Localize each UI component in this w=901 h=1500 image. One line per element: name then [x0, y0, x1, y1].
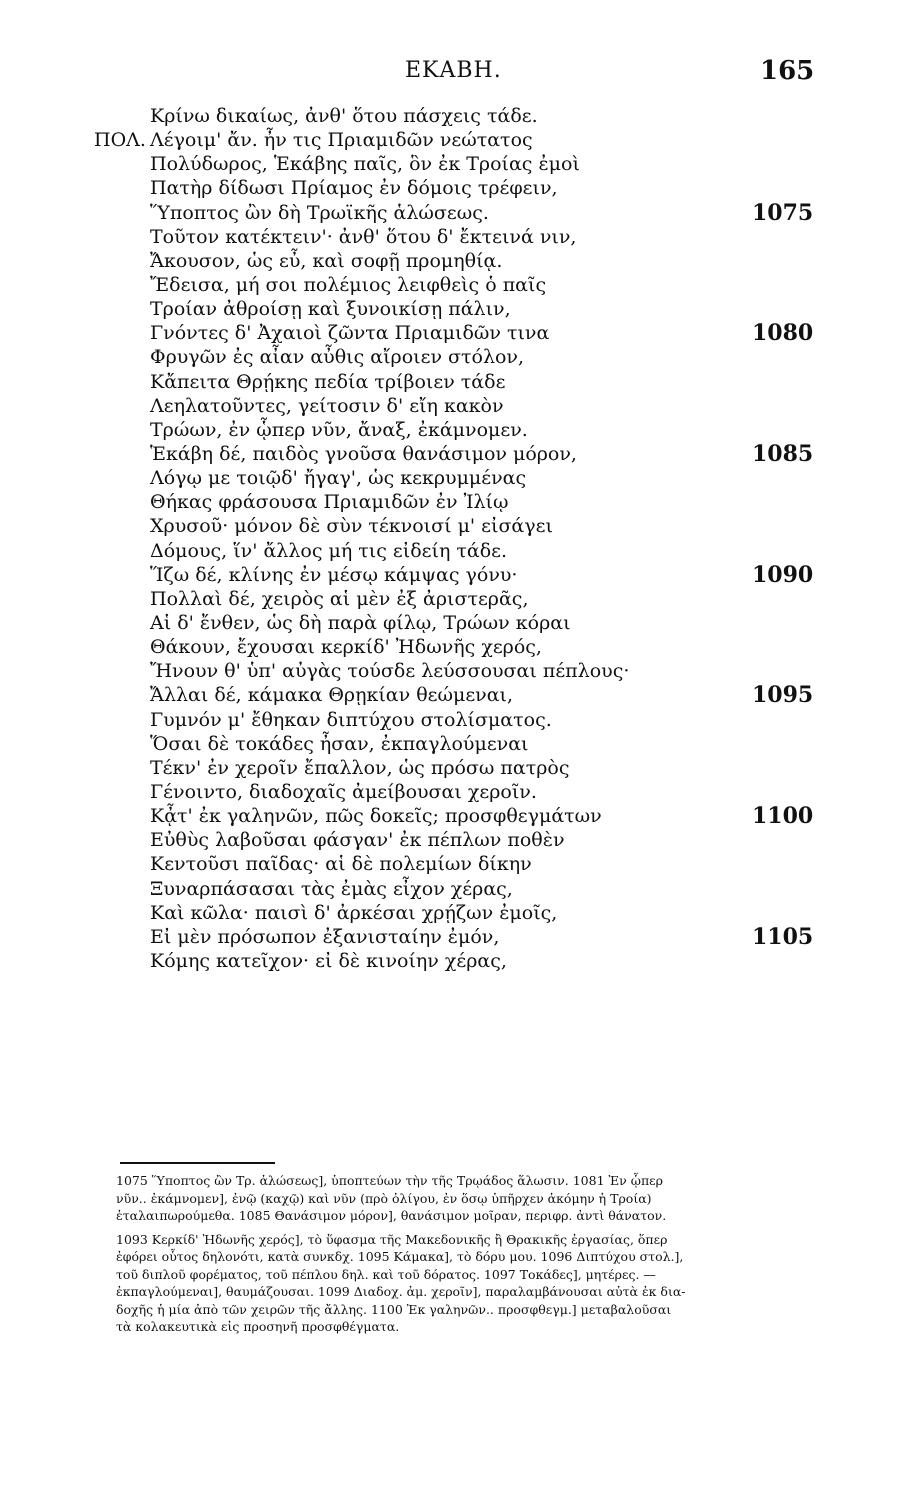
verse-line — [0, 708, 901, 732]
line-number: 1105 — [752, 923, 814, 950]
verse-text: Κᾆτ' ἐκ γαληνῶν, πῶς δοκεῖς; προσφθεγμάτων — [150, 805, 602, 828]
verse-line — [0, 514, 901, 538]
verse-line — [0, 611, 901, 635]
footnote-rule — [120, 1162, 275, 1164]
footnote-line: τὰ κολακευτικὰ εἰς προσηνῆ προσφθέγματα. — [116, 1319, 400, 1334]
verse-line — [0, 901, 901, 925]
verse-line — [0, 345, 901, 369]
verse-text: Λόγῳ με τοιῷδ' ἤγαγ', ὡς κεκρυμμένας — [150, 467, 527, 490]
verse-line — [0, 104, 901, 128]
footnote-line: τοῦ διπλοῦ φορέματος, τοῦ πέπλου δηλ. καὶ τοῦ δόρατος. 1097 Τοκάδες], μητέρες. — — [116, 1266, 656, 1282]
verse-line — [0, 756, 901, 780]
verse-line — [0, 321, 901, 345]
footnote-line: δοχῆς ἡ μία ἀπὸ τῶν χειρῶν τῆς ἄλλης. 1100 Ἐκ γαληνῶν.. προσφθεγμ.] μεταβαλοῦσαι — [116, 1301, 672, 1317]
page-number: 165 — [760, 56, 815, 86]
verse-text: Εὐθὺς λαβοῦσαι φάσγαν' ἐκ πέπλων ποθὲν — [150, 829, 565, 852]
verse-text: Ἤνουν θ' ὑπ' αὐγὰς τούσδε λεύσσουσαι πέπλους· — [150, 660, 630, 683]
verse-text: Κεντοῦσι παῖδας· αἱ δὲ πολεμίων δίκην — [150, 853, 532, 876]
verse-line — [0, 418, 901, 442]
verse-line — [0, 683, 901, 707]
verse-text: Θήκας φράσουσα Πριαμιδῶν ἐν Ἰλίῳ — [150, 491, 509, 514]
verse-text: Γυμνόν μ' ἔθηκαν διπτύχου στολίσματος. — [150, 708, 552, 731]
verse-text: Λέγοιμ' ἄν. ἦν τις Πριαμιδῶν νεώτατος — [150, 129, 533, 152]
footnote-line: ἐκπαγλούμεναι], θαυμάζουσαι. 1099 Διαδοχ. ἀμ. χεροῖν], παραλαμβάνουσαι αὐτὰ ἐκ δια- — [116, 1284, 686, 1299]
verse-text: Πατὴρ δίδωσι Πρίαμος ἐν δόμοις τρέφειν, — [150, 177, 558, 200]
verse-text: Τρώων, ἐν ᾧπερ νῦν, ἄναξ, ἐκάμνομεν. — [150, 418, 528, 441]
verse-line — [0, 732, 901, 756]
verse-text: Κόμης κατεῖχον· εἰ δὲ κινοίην χέρας, — [150, 949, 507, 972]
verse-line — [0, 804, 901, 828]
verse-text: Τέκν' ἐν χεροῖν ἔπαλλον, ὡς πρόσω πατρὸς — [150, 756, 570, 779]
verse-text: Ἔδεισα, μή σοι πολέμιος λειφθεὶς ὁ παῖς — [150, 273, 547, 296]
verse-block — [0, 104, 901, 973]
verse-text: Γένοιντο, διαδοχαῖς ἀμείβουσαι χεροῖν. — [150, 780, 537, 803]
verse-text: Ξυναρπάσασαι τὰς ἐμὰς εἶχον χέρας, — [150, 877, 513, 900]
verse-text: Ἄκουσον, ὡς εὖ, καὶ σοφῇ προμηθίᾳ. — [150, 249, 503, 272]
verse-text: Καὶ κῶλα· παισὶ δ' ἀρκέσαι χρῄζων ἐμοῖς, — [150, 901, 558, 924]
verse-line — [0, 201, 901, 225]
verse-line — [0, 828, 901, 852]
verse-line — [0, 925, 901, 949]
line-number: 1080 — [752, 320, 814, 347]
verse-line — [0, 249, 901, 273]
verse-line — [0, 563, 901, 587]
footnote-line: 1093 Κερκίδ' Ἠδωνῆς χερός], τὸ ὕφασμα τῆς Μακεδονικῆς ἢ Θρακικῆς ἐργασίας, ὅπερ — [116, 1231, 668, 1247]
verse-line — [0, 490, 901, 514]
verse-line — [0, 659, 901, 683]
verse-text: Εἰ μὲν πρόσωπον ἐξανισταίην ἐμόν, — [150, 925, 500, 948]
verse-line — [0, 466, 901, 490]
verse-line — [0, 370, 901, 394]
verse-line — [0, 587, 901, 611]
footnote-line: ἐφόρει οὗτος δηλονότι, κατὰ συνκδχ. 1095 Κάμακα], τὸ δόρυ μου. 1096 Διπτύχου στολ.], — [116, 1249, 684, 1264]
verse-line — [0, 539, 901, 563]
verse-text: Δόμους, ἵν' ἄλλος μή τις εἰδείη τάδε. — [150, 539, 508, 562]
verse-text: Τροίαν ἀθροίσῃ καὶ ξυνοικίσῃ πάλιν, — [150, 298, 511, 321]
verse-line — [0, 176, 901, 200]
verse-text: Χρυσοῦ· μόνον δὲ σὺν τέκνοισί μ' εἰσάγει — [150, 515, 553, 538]
running-head — [0, 58, 901, 88]
line-number: 1075 — [752, 199, 814, 226]
verse-text: Ἄλλαι δέ, κάμακα Θρῃκίαν θεώμεναι, — [150, 684, 514, 707]
verse-text: Λεηλατοῦντες, γείτοσιν δ' εἴη κακὸν — [150, 394, 504, 417]
verse-text: Ὅσαι δὲ τοκάδες ἦσαν, ἐκπαγλούμεναι — [150, 732, 529, 755]
verse-text: Πολύδωρος, Ἑκάβης παῖς, ὃν ἐκ Τροίας ἐμοὶ — [150, 153, 580, 176]
verse-line — [0, 635, 901, 659]
verse-text: Ἑκάβη δέ, παιδὸς γνοῦσα θανάσιμον μόρον, — [150, 442, 577, 465]
verse-text: Πολλαὶ δέ, χειρὸς αἱ μὲν ἐξ ἀριστερᾶς, — [150, 587, 529, 610]
verse-line — [0, 394, 901, 418]
running-title: ΕΚΑΒΗ. — [405, 58, 502, 83]
line-number: 1090 — [752, 561, 814, 588]
verse-line — [0, 225, 901, 249]
verse-line — [0, 780, 901, 804]
verse-line — [0, 297, 901, 321]
footnote-line: ἐταλαιπωρούμεθα. 1085 Θανάσιμον μόρον], θανάσιμον μοῖραν, περιφρ. ἀντὶ θάνατον. — [116, 1208, 667, 1223]
footnote-line: νῦν.. ἐκάμνομεν], ἐνῷ (καχῷ) καὶ νῦν (πρὸ ὀλίγου, ἐν ὅσῳ ὑπῆρχεν ἀκόμην ἡ Τροία) — [116, 1190, 652, 1206]
line-number: 1085 — [752, 440, 814, 467]
footnotes — [116, 1172, 816, 1336]
line-number: 1100 — [752, 803, 814, 830]
speaker-label: ΠΟΛ. — [94, 129, 146, 152]
verse-text: Θάκουν, ἔχουσαι κερκίδ' Ἠδωνῆς χερός, — [150, 636, 542, 659]
verse-text: Κρίνω δικαίως, ἀνθ' ὅτου πάσχεις τάδε. — [150, 105, 538, 127]
verse-text: Τοῦτον κατέκτειν'· ἀνθ' ὅτου δ' ἔκτεινά νιν, — [150, 225, 577, 248]
verse-line — [0, 949, 901, 973]
verse-line — [0, 128, 901, 152]
verse-text: Ὕποπτος ὢν δὴ Τρωϊκῆς ἁλώσεως. — [150, 201, 489, 224]
verse-text: Ἵζω δέ, κλίνης ἐν μέσῳ κάμψας γόνυ· — [150, 563, 518, 586]
line-number: 1095 — [752, 682, 814, 709]
verse-text: Γνόντες δ' Ἀχαιοὶ ζῶντα Πριαμιδῶν τινα — [150, 322, 550, 345]
verse-line — [0, 152, 901, 176]
verse-text: Αἱ δ' ἔνθεν, ὡς δὴ παρὰ φίλῳ, Τρώων κόραι — [150, 611, 571, 634]
verse-line — [0, 877, 901, 901]
verse-line — [0, 442, 901, 466]
verse-text: Φρυγῶν ἐς αἶαν αὖθις αἴροιεν στόλον, — [150, 346, 525, 369]
footnote-line: 1075 Ὕποπτος ὢν Τρ. ἁλώσεως], ὑποπτεύων τὴν τῆς Τρῳάδος ἅλωσιν. 1081 Ἐν ᾧπερ — [116, 1173, 663, 1188]
verse-text: Κἄπειτα Θρῄκης πεδία τρίβοιεν τάδε — [150, 370, 506, 393]
verse-line — [0, 852, 901, 876]
verse-line — [0, 273, 901, 297]
